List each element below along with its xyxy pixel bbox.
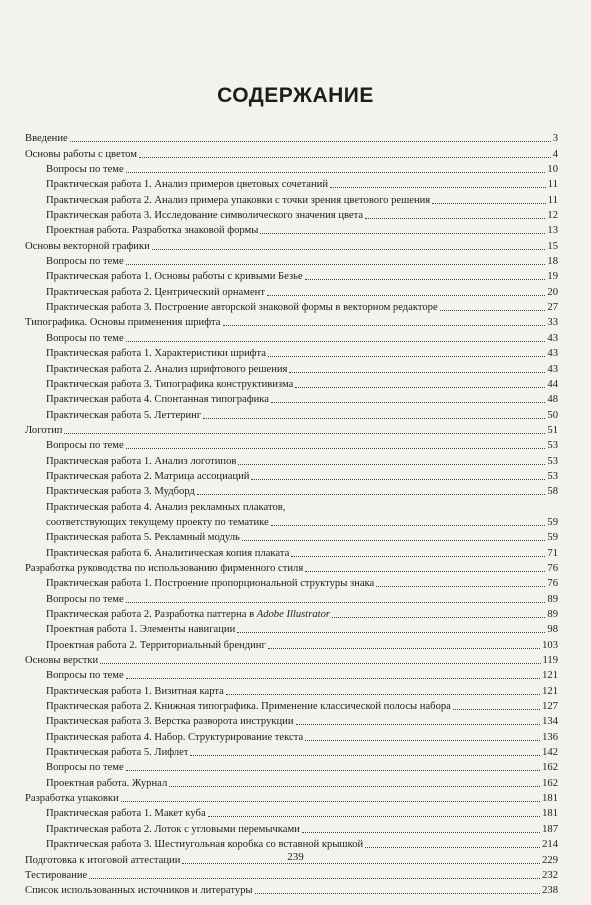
toc-subsection-entry[interactable] xyxy=(25,329,558,344)
toc-page-number: 12 xyxy=(547,210,558,222)
toc-entry-title xyxy=(25,132,68,145)
toc-entry-text: Разработка упаковки xyxy=(25,793,119,805)
toc-page-number: 15 xyxy=(547,240,558,252)
toc-page-number: 229 xyxy=(542,854,558,866)
toc-subsection-entry[interactable] xyxy=(25,391,558,406)
toc-subsection-entry[interactable] xyxy=(25,805,558,820)
toc-page-number: 162 xyxy=(542,777,558,789)
toc-entry-italic-text: Adobe Illustrator xyxy=(256,609,331,620)
toc-subsection-entry[interactable] xyxy=(25,621,558,636)
toc-dot-leader xyxy=(255,893,541,894)
toc-section-entry[interactable] xyxy=(25,145,558,160)
toc-dot-leader xyxy=(238,464,545,465)
toc-subsection-entry[interactable] xyxy=(25,606,558,621)
toc-dot-leader xyxy=(305,279,546,280)
toc-entry-title xyxy=(46,761,124,774)
toc-page-number: 121 xyxy=(542,670,558,682)
toc-entry-title xyxy=(46,623,235,636)
toc-subsection-entry[interactable] xyxy=(25,514,558,529)
toc-entry-title xyxy=(46,255,124,268)
toc-dot-leader xyxy=(305,740,540,741)
toc-entry-title xyxy=(25,424,62,437)
toc-section-entry[interactable] xyxy=(25,560,558,575)
toc-entry-text: Вопросы по теме xyxy=(46,332,124,344)
toc-subsection-entry[interactable] xyxy=(25,437,558,452)
toc-entry-title xyxy=(25,654,98,667)
toc-dot-leader xyxy=(291,556,545,557)
toc-entry-title xyxy=(46,501,285,514)
toc-dot-leader xyxy=(453,709,540,710)
toc-section-entry[interactable] xyxy=(25,422,558,437)
toc-page-number: 48 xyxy=(547,394,558,406)
toc-entry-text: Вопросы по теме xyxy=(46,593,124,605)
toc-entry-title xyxy=(46,470,249,483)
toc-dot-leader xyxy=(126,264,546,265)
toc-page-number: 53 xyxy=(547,455,558,467)
toc-page-number: 43 xyxy=(547,363,558,375)
toc-entry-text: Практическая работа 2. Книжная типографика. Применение классической полосы набора xyxy=(46,701,451,713)
toc-entry-text: Практическая работа 2. Лоток с угловыми перемычками xyxy=(46,823,300,835)
toc-page-number: 58 xyxy=(547,486,558,498)
toc-entry-title xyxy=(46,731,303,744)
toc-entry-title xyxy=(46,286,265,299)
toc-dot-leader xyxy=(152,249,546,250)
toc-page-number: 4 xyxy=(552,148,558,160)
toc-subsection-entry[interactable] xyxy=(25,468,558,483)
toc-subsection-entry[interactable] xyxy=(25,759,558,774)
toc-dot-leader xyxy=(302,832,540,833)
toc-entry-text: Практическая работа 2. Матрица ассоциаций xyxy=(46,470,250,482)
toc-dot-leader xyxy=(305,571,545,572)
toc-entry-text: Практическая работа 3. Шестиугольная коробка со вставной крышкой xyxy=(46,839,364,851)
toc-entry-text: Практическая работа 4. Спонтанная типографика xyxy=(46,394,269,406)
toc-dot-leader xyxy=(365,218,545,219)
toc-page-number: 214 xyxy=(542,839,558,851)
toc-dot-leader xyxy=(197,494,546,495)
toc-entry-text: Проектная работа 1. Элементы навигации xyxy=(46,624,236,636)
toc-entry-text: Практическая работа 2. Анализ примера упаковки с точки зрения цветового решения xyxy=(46,194,431,206)
toc-dot-leader xyxy=(223,325,546,326)
toc-entry-title xyxy=(46,409,201,422)
toc-entry-title xyxy=(46,823,300,836)
toc-entry-text: Практическая работа 3. Верстка разворота инструкции xyxy=(46,716,294,728)
toc-page-number: 10 xyxy=(547,164,558,176)
toc-entry-title xyxy=(25,316,221,329)
toc-dot-leader xyxy=(242,540,546,541)
toc-subsection-entry[interactable] xyxy=(25,744,558,759)
toc-dot-leader xyxy=(169,786,540,787)
toc-section-entry[interactable] xyxy=(25,790,558,805)
toc-entry-text: Практическая работа 3. Построение авторской знаковой формы в векторном редакторе xyxy=(46,302,438,314)
toc-entry-title xyxy=(46,700,451,713)
toc-entry-text: Практическая работа 2. Центрический орнамент xyxy=(46,286,265,298)
toc-entry-text: Основы векторной графики xyxy=(25,240,150,252)
toc-section-entry[interactable] xyxy=(25,867,558,882)
toc-dot-leader xyxy=(289,372,545,373)
toc-entry-text: Вопросы по теме xyxy=(46,670,124,682)
toc-entry-text: Введение xyxy=(25,133,68,145)
toc-page-number: 13 xyxy=(547,225,558,237)
toc-dot-leader xyxy=(126,172,546,173)
toc-section-entry[interactable] xyxy=(25,237,558,252)
toc-entry-title xyxy=(46,807,206,820)
toc-page-number: 59 xyxy=(547,516,558,528)
toc-dot-leader xyxy=(432,203,546,204)
toc-entry-text: Практическая работа 1. Анализ логотипов xyxy=(46,455,237,467)
toc-subsection-entry[interactable] xyxy=(25,529,558,544)
toc-entry-title xyxy=(46,639,266,652)
toc-page-number: 136 xyxy=(542,731,558,743)
toc-page-number: 76 xyxy=(547,562,558,574)
toc-dot-leader xyxy=(237,632,545,633)
toc-entry-title xyxy=(46,593,124,606)
toc-page-number: 127 xyxy=(542,701,558,713)
toc-section-entry[interactable] xyxy=(25,314,558,329)
toc-dot-leader xyxy=(267,295,545,296)
toc-entry-text: Проектная работа 2. Территориальный брендинг xyxy=(46,639,266,651)
toc-page-number: 50 xyxy=(547,409,558,421)
toc-page-number: 103 xyxy=(542,639,558,651)
toc-entry-text: Вопросы по теме xyxy=(46,762,124,774)
toc-subsection-entry[interactable] xyxy=(25,283,558,298)
toc-entry-title xyxy=(46,178,328,191)
toc-entry-text: Практическая работа 4. Анализ рекламных плакатов, xyxy=(46,501,286,513)
toc-page-number: 51 xyxy=(547,424,558,436)
toc-dot-leader xyxy=(100,663,540,664)
toc-entry-text: Список использованных источников и литературы xyxy=(25,885,253,897)
toc-dot-leader xyxy=(260,233,545,234)
toc-subsection-entry[interactable] xyxy=(25,406,558,421)
toc-entry-title xyxy=(46,777,167,790)
toc-entry-text: Основы верстки xyxy=(25,655,99,667)
toc-dot-leader xyxy=(70,141,551,142)
toc-page-number: 43 xyxy=(547,332,558,344)
toc-entry-text: Практическая работа 5. Рекламный модуль xyxy=(46,532,240,544)
toc-dot-leader xyxy=(64,433,545,434)
toc-entry-text: Практическая работа 1. Характеристики шрифта xyxy=(46,348,266,360)
toc-subsection-entry[interactable] xyxy=(25,667,558,682)
toc-entry-title xyxy=(46,378,293,391)
toc-dot-leader xyxy=(203,418,545,419)
toc-page-number: 89 xyxy=(547,609,558,620)
toc-dot-leader xyxy=(121,801,540,802)
toc-entry-title xyxy=(46,531,240,544)
toc-subsection-entry[interactable] xyxy=(25,191,558,206)
toc-dot-leader xyxy=(295,387,545,388)
toc-subsection-entry[interactable] xyxy=(25,222,558,237)
toc-page-number: 27 xyxy=(547,302,558,314)
toc-entry-text: Практическая работа 1. Построение пропорциональной структуры знака xyxy=(46,578,375,590)
toc-entry-text: Вопросы по теме xyxy=(46,164,124,176)
toc-entry-text: Подготовка к итоговой аттестации xyxy=(25,854,181,866)
toc-entry-title xyxy=(46,439,124,452)
toc-entry-text: Логотип xyxy=(25,424,63,436)
toc-page-number: 89 xyxy=(547,593,558,605)
toc-subsection-entry[interactable] xyxy=(25,682,558,697)
toc-entry-title xyxy=(46,577,374,590)
toc-entry-title xyxy=(46,608,330,621)
toc-entry-text: Практическая работа 2. Разработка паттерна в xyxy=(46,609,257,620)
toc-page-number: 11 xyxy=(547,179,558,191)
toc-entry-title xyxy=(46,393,269,406)
toc-entry-text: Практическая работа 4. Набор. Структурирование текста xyxy=(46,731,304,743)
toc-page-number: 53 xyxy=(547,440,558,452)
toc-entry-text: Практическая работа 5. Леттеринг xyxy=(46,409,202,421)
toc-dot-leader xyxy=(330,187,546,188)
toc-entry-title xyxy=(46,363,287,376)
toc-subsection-entry[interactable] xyxy=(25,728,558,743)
toc-entry-title xyxy=(46,547,289,560)
toc-subsection-entry[interactable] xyxy=(25,299,558,314)
toc-entry-text: Типографика. Основы применения шрифта xyxy=(25,317,221,329)
toc-page-number: 44 xyxy=(547,378,558,390)
toc-entry-text: Практическая работа 3. Мудборд xyxy=(46,486,195,498)
toc-entry-title xyxy=(46,838,363,851)
toc-entry-title xyxy=(25,884,253,897)
toc-dot-leader xyxy=(126,678,540,679)
toc-dot-leader xyxy=(251,479,545,480)
toc-dot-leader xyxy=(271,525,546,526)
toc-entry-title xyxy=(46,685,224,698)
toc-entry-title xyxy=(25,792,119,805)
toc-entry-title xyxy=(46,516,269,529)
toc-entry-text: Практическая работа 6. Аналитическая копия плаката xyxy=(46,547,290,559)
toc-entry-title xyxy=(46,485,195,498)
toc-page-number: 43 xyxy=(547,348,558,360)
toc-subsection-entry[interactable] xyxy=(25,207,558,222)
toc-subsection-entry[interactable] xyxy=(25,253,558,268)
toc-entry-text: Практическая работа 1. Основы работы с кривыми Безье xyxy=(46,271,303,283)
toc-dot-leader xyxy=(271,402,545,403)
toc-entry-text: Основы работы с цветом xyxy=(25,148,137,160)
toc-page-number: 3 xyxy=(552,133,558,145)
toc-entry-title xyxy=(46,224,258,237)
toc-entry-text: Проектная работа. Разработка знаковой формы xyxy=(46,225,259,237)
toc-entry-text: Практическая работа 2. Анализ шрифтового решения xyxy=(46,363,288,375)
toc-dot-leader xyxy=(126,770,540,771)
toc-entry-text: Практическая работа 3. Исследование символического значения цвета xyxy=(46,210,364,222)
toc-entry-text: Практическая работа 1. Анализ примеров цветовых сочетаний xyxy=(46,179,328,191)
toc-dot-leader xyxy=(139,157,551,158)
toc-page-number: 76 xyxy=(547,578,558,590)
toc-subsection-entry[interactable] xyxy=(25,836,558,851)
toc-entry-text: Тестирование xyxy=(25,869,88,881)
toc-entry-text: Практическая работа 5. Лифлет xyxy=(46,747,189,759)
toc-entry-text: соответствующих текущему проекту по тематике xyxy=(46,516,269,528)
toc-subsection-entry[interactable] xyxy=(25,820,558,835)
toc-entry-title xyxy=(46,715,294,728)
toc-entry-text: Разработка руководства по использованию фирменного стиля xyxy=(25,562,304,574)
toc-subsection-entry[interactable] xyxy=(25,698,558,713)
toc-page-number: 19 xyxy=(547,271,558,283)
page-title: СОДЕРЖАНИЕ xyxy=(217,84,374,107)
toc-section-entry[interactable] xyxy=(25,882,558,897)
toc-entry-text: Вопросы по теме xyxy=(46,256,124,268)
toc-dot-leader xyxy=(440,310,546,311)
toc-subsection-entry[interactable] xyxy=(25,636,558,651)
toc-entry-title xyxy=(25,562,303,575)
toc-entry-title xyxy=(25,869,87,882)
toc-page-number: 18 xyxy=(547,256,558,268)
toc-subsection-entry[interactable] xyxy=(25,176,558,191)
toc-subsection-entry[interactable] xyxy=(25,345,558,360)
toc-dot-leader xyxy=(268,356,545,357)
toc-entry-text: Проектная работа. Журнал xyxy=(46,777,168,789)
toc-page-number: 187 xyxy=(542,823,558,835)
toc-page-number: 98 xyxy=(547,624,558,636)
toc-entry-title xyxy=(46,301,438,314)
toc-dot-leader xyxy=(126,448,546,449)
toc-subsection-entry[interactable] xyxy=(25,590,558,605)
toc-entry-title xyxy=(46,347,266,360)
toc-subsection-entry[interactable] xyxy=(25,483,558,498)
toc-page-number: 33 xyxy=(547,317,558,329)
toc-subsection-entry[interactable] xyxy=(25,376,558,391)
toc-subsection-entry[interactable] xyxy=(25,544,558,559)
toc-page-number: 134 xyxy=(542,716,558,728)
toc-entry-title xyxy=(46,332,124,345)
toc-dot-leader xyxy=(226,694,540,695)
toc-subsection-entry[interactable] xyxy=(25,268,558,283)
toc-entry-text: Практическая работа 3. Типографика конструктивизма xyxy=(46,378,294,390)
page-number: 239 xyxy=(287,851,304,863)
toc-entry-title xyxy=(25,148,137,161)
toc-entry-text: Практическая работа 1. Визитная карта xyxy=(46,685,224,697)
toc-dot-leader xyxy=(190,755,540,756)
toc-page-number: 181 xyxy=(542,808,558,820)
toc-page-number: 142 xyxy=(542,747,558,759)
toc-subsection-entry[interactable] xyxy=(25,498,558,513)
toc-dot-leader xyxy=(332,617,545,618)
toc-entry-title xyxy=(25,240,150,253)
toc-entry-title xyxy=(46,455,236,468)
toc-subsection-entry[interactable] xyxy=(25,713,558,728)
toc-entry-title xyxy=(46,163,124,176)
toc-dot-leader xyxy=(126,602,546,603)
toc-dot-leader xyxy=(376,586,545,587)
toc-subsection-entry[interactable] xyxy=(25,575,558,590)
toc-dot-leader xyxy=(268,648,540,649)
toc-subsection-entry[interactable] xyxy=(25,161,558,176)
toc-dot-leader xyxy=(296,724,541,725)
toc-subsection-entry[interactable] xyxy=(25,774,558,789)
toc-entry-text: Вопросы по теме xyxy=(46,440,124,452)
toc-entry-title xyxy=(46,270,303,283)
toc-page-number: 181 xyxy=(542,793,558,805)
toc-page-number: 119 xyxy=(542,655,558,667)
toc-entry-title xyxy=(46,669,124,682)
toc-subsection-entry[interactable] xyxy=(25,452,558,467)
toc-dot-leader xyxy=(89,878,540,879)
toc-page-number: 121 xyxy=(542,685,558,697)
toc-page-number: 11 xyxy=(547,194,558,206)
toc-subsection-entry[interactable] xyxy=(25,360,558,375)
toc-dot-leader xyxy=(126,341,546,342)
toc-page-number: 232 xyxy=(542,869,558,881)
toc-page-number: 59 xyxy=(547,532,558,544)
table-of-contents xyxy=(25,130,558,897)
toc-entry-title xyxy=(46,194,430,207)
toc-page-number: 238 xyxy=(542,885,558,897)
toc-dot-leader xyxy=(365,847,540,848)
toc-entry-text: Практическая работа 1. Макет куба xyxy=(46,808,206,820)
toc-page-number: 53 xyxy=(547,470,558,482)
toc-entry-title xyxy=(46,209,363,222)
toc-page-number: 20 xyxy=(547,286,558,298)
toc-dot-leader xyxy=(208,816,540,817)
toc-entry-title xyxy=(46,746,188,759)
toc-section-entry[interactable] xyxy=(25,130,558,145)
toc-page-number: 71 xyxy=(547,547,558,559)
toc-section-entry[interactable] xyxy=(25,652,558,667)
toc-page-number: 162 xyxy=(542,762,558,774)
